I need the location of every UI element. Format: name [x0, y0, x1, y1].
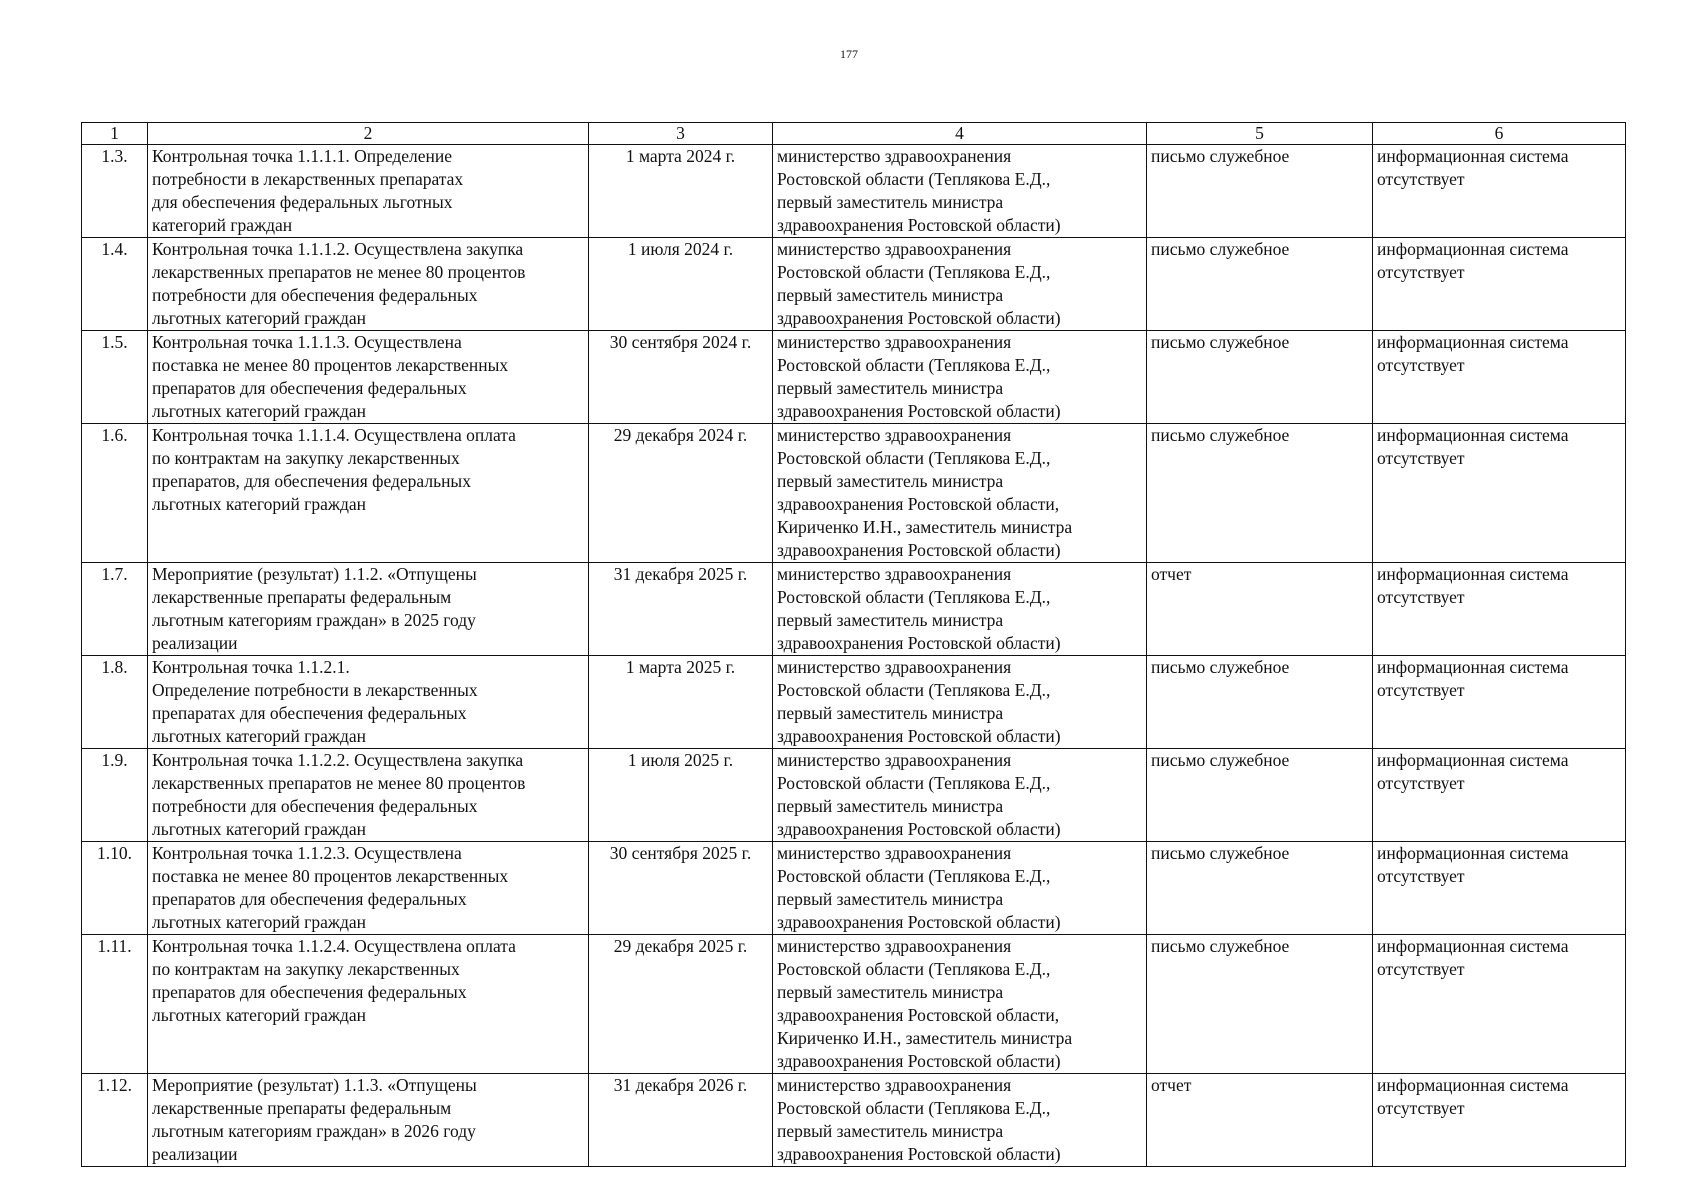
header-cell: 5: [1147, 123, 1373, 145]
row-system: информационная система отсутствует: [1373, 331, 1626, 424]
table-row: [82, 749, 1626, 842]
row-system: информационная система отсутствует: [1373, 1074, 1626, 1167]
table-row: [82, 842, 1626, 935]
row-number: 1.5.: [82, 331, 148, 424]
row-system: информационная система отсутствует: [1373, 238, 1626, 331]
row-number: 1.9.: [82, 749, 148, 842]
row-responsible: министерство здравоохранения Ростовской области (Теплякова Е.Д., первый заместитель министра здравоохранения Ростовской области): [773, 563, 1147, 656]
row-date: 29 декабря 2024 г.: [589, 424, 773, 563]
row-system: информационная система отсутствует: [1373, 656, 1626, 749]
table-row: [82, 145, 1626, 238]
row-name: Контрольная точка 1.1.1.1. Определение потребности в лекарственных препаратах для обеспечения федеральных льготных категорий граждан: [148, 145, 589, 238]
row-document: письмо служебное: [1147, 935, 1373, 1074]
row-date: 1 марта 2025 г.: [589, 656, 773, 749]
row-date: 31 декабря 2025 г.: [589, 563, 773, 656]
row-number: 1.6.: [82, 424, 148, 563]
row-document: отчет: [1147, 1074, 1373, 1167]
row-document: письмо служебное: [1147, 749, 1373, 842]
row-name: Контрольная точка 1.1.2.1. Определение потребности в лекарственных препаратах для обеспечения федеральных льготных категорий граждан: [148, 656, 589, 749]
row-system: информационная система отсутствует: [1373, 749, 1626, 842]
header-row: [82, 123, 1626, 145]
table-row: [82, 656, 1626, 749]
row-date: 30 сентября 2024 г.: [589, 331, 773, 424]
row-document: письмо служебное: [1147, 145, 1373, 238]
plan-table: [81, 122, 1626, 1167]
header-cell: 2: [148, 123, 589, 145]
row-name: Контрольная точка 1.1.2.2. Осуществлена закупка лекарственных препаратов не менее 80 процентов потребности для обеспечения федеральных льготных категорий граждан: [148, 749, 589, 842]
row-responsible: министерство здравоохранения Ростовской области (Теплякова Е.Д., первый заместитель министра здравоохранения Ростовской области): [773, 656, 1147, 749]
table-row: [82, 238, 1626, 331]
row-responsible: министерство здравоохранения Ростовской области (Теплякова Е.Д., первый заместитель министра здравоохранения Ростовской области): [773, 331, 1147, 424]
row-date: 1 июля 2024 г.: [589, 238, 773, 331]
row-date: 30 сентября 2025 г.: [589, 842, 773, 935]
row-date: 31 декабря 2026 г.: [589, 1074, 773, 1167]
page-number: 177: [840, 47, 858, 61]
row-document: письмо служебное: [1147, 424, 1373, 563]
row-system: информационная система отсутствует: [1373, 935, 1626, 1074]
row-number: 1.8.: [82, 656, 148, 749]
row-name: Контрольная точка 1.1.1.2. Осуществлена закупка лекарственных препаратов не менее 80 процентов потребности для обеспечения федеральных льготных категорий граждан: [148, 238, 589, 331]
row-document: письмо служебное: [1147, 331, 1373, 424]
row-system: информационная система отсутствует: [1373, 842, 1626, 935]
row-name: Контрольная точка 1.1.2.3. Осуществлена поставка не менее 80 процентов лекарственных препаратов для обеспечения федеральных льготных категорий граждан: [148, 842, 589, 935]
row-number: 1.7.: [82, 563, 148, 656]
row-responsible: министерство здравоохранения Ростовской области (Теплякова Е.Д., первый заместитель министра здравоохранения Ростовской области): [773, 145, 1147, 238]
row-number: 1.4.: [82, 238, 148, 331]
row-responsible: министерство здравоохранения Ростовской области (Теплякова Е.Д., первый заместитель министра здравоохранения Ростовской области, Кириченко И.Н., заместитель министра здравоохранения Ростовской области): [773, 424, 1147, 563]
table-row: [82, 1074, 1626, 1167]
header-cell: 4: [773, 123, 1147, 145]
header-cell: 6: [1373, 123, 1626, 145]
row-system: информационная система отсутствует: [1373, 145, 1626, 238]
row-document: письмо служебное: [1147, 656, 1373, 749]
row-number: 1.11.: [82, 935, 148, 1074]
row-date: 29 декабря 2025 г.: [589, 935, 773, 1074]
row-responsible: министерство здравоохранения Ростовской области (Теплякова Е.Д., первый заместитель министра здравоохранения Ростовской области): [773, 749, 1147, 842]
row-name: Контрольная точка 1.1.1.3. Осуществлена поставка не менее 80 процентов лекарственных препаратов для обеспечения федеральных льготных категорий граждан: [148, 331, 589, 424]
table-row: [82, 424, 1626, 563]
row-date: 1 июля 2025 г.: [589, 749, 773, 842]
row-responsible: министерство здравоохранения Ростовской области (Теплякова Е.Д., первый заместитель министра здравоохранения Ростовской области): [773, 842, 1147, 935]
header-cell: 3: [589, 123, 773, 145]
row-number: 1.12.: [82, 1074, 148, 1167]
row-document: письмо служебное: [1147, 238, 1373, 331]
row-name: Контрольная точка 1.1.1.4. Осуществлена оплата по контрактам на закупку лекарственных препаратов, для обеспечения федеральных льготных категорий граждан: [148, 424, 589, 563]
row-system: информационная система отсутствует: [1373, 424, 1626, 563]
row-responsible: министерство здравоохранения Ростовской области (Теплякова Е.Д., первый заместитель министра здравоохранения Ростовской области, Кириченко И.Н., заместитель министра здравоохранения Ростовской области): [773, 935, 1147, 1074]
table-row: [82, 563, 1626, 656]
row-name: Контрольная точка 1.1.2.4. Осуществлена оплата по контрактам на закупку лекарственных препаратов для обеспечения федеральных льготных категорий граждан: [148, 935, 589, 1074]
row-name: Мероприятие (результат) 1.1.2. «Отпущены лекарственные препараты федеральным льготным категориям граждан» в 2025 году реализации: [148, 563, 589, 656]
row-responsible: министерство здравоохранения Ростовской области (Теплякова Е.Д., первый заместитель министра здравоохранения Ростовской области): [773, 238, 1147, 331]
row-document: письмо служебное: [1147, 842, 1373, 935]
table-row: [82, 331, 1626, 424]
row-number: 1.10.: [82, 842, 148, 935]
row-document: отчет: [1147, 563, 1373, 656]
row-name: Мероприятие (результат) 1.1.3. «Отпущены лекарственные препараты федеральным льготным категориям граждан» в 2026 году реализации: [148, 1074, 589, 1167]
row-system: информационная система отсутствует: [1373, 563, 1626, 656]
row-date: 1 марта 2024 г.: [589, 145, 773, 238]
header-cell: 1: [82, 123, 148, 145]
row-responsible: министерство здравоохранения Ростовской области (Теплякова Е.Д., первый заместитель министра здравоохранения Ростовской области): [773, 1074, 1147, 1167]
table-row: [82, 935, 1626, 1074]
row-number: 1.3.: [82, 145, 148, 238]
